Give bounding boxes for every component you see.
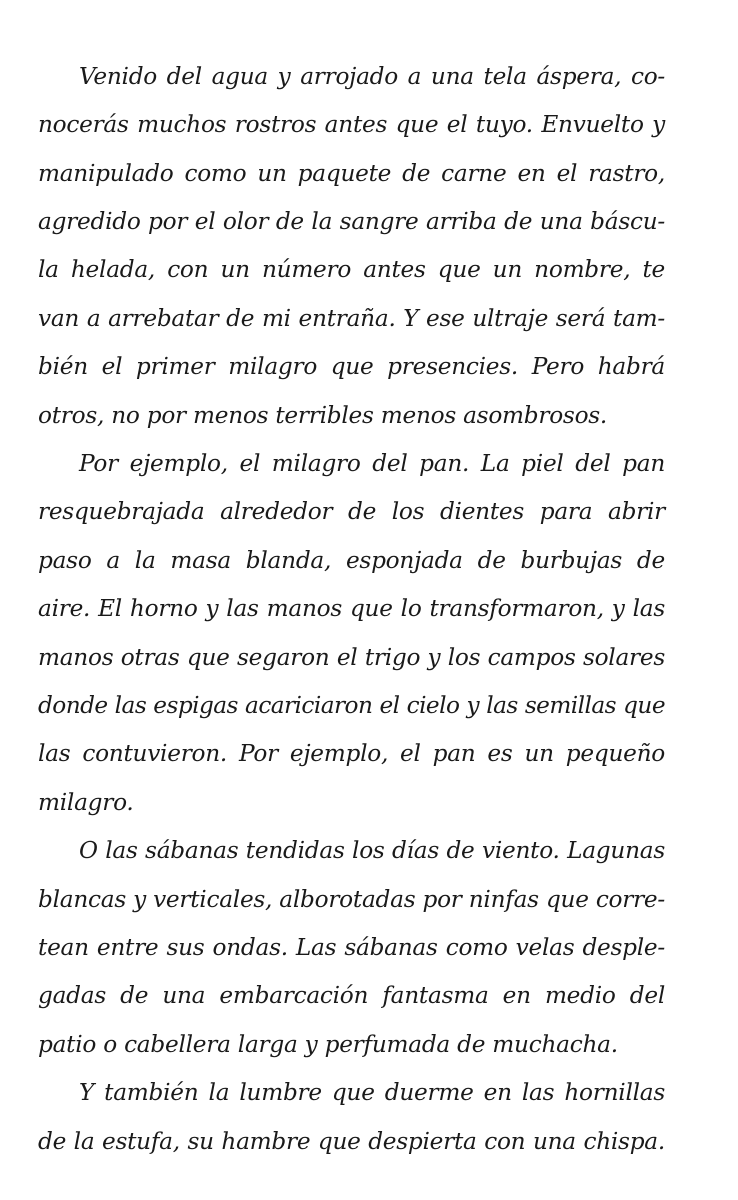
text-line: manos otras que segaron el trigo y los campos solares (38, 644, 665, 671)
text-line: manipulado como un paquete de carne en el rastro, (38, 160, 665, 187)
text-line: Y también la lumbre que duerme en las hornillas (79, 1079, 665, 1106)
text-line: resquebrajada alrededor de los dientes para abrir (38, 498, 665, 525)
text-line: gadas de una embarcación fantasma en medio del (38, 982, 665, 1009)
text-line: Por ejemplo, el milagro del pan. La piel del pan (79, 450, 665, 477)
text-line: otros, no por menos terribles menos asombrosos. (38, 402, 608, 429)
text-line: nocerás muchos rostros antes que el tuyo. Envuelto y (38, 111, 665, 138)
text-line: blancas y verticales, alborotadas por ninfas que corre- (38, 886, 665, 913)
text-line: patio o cabellera larga y perfumada de muchacha. (38, 1031, 618, 1058)
text-line: O las sábanas tendidas los días de viento. Lagunas (79, 837, 665, 864)
text-line: tean entre sus ondas. Las sábanas como velas desple- (38, 934, 665, 961)
text-line: aire. El horno y las manos que lo transformaron, y las (38, 595, 665, 622)
text-line: bién el primer milagro que presencies. Pero habrá (38, 353, 665, 380)
text-line: la helada, con un número antes que un nombre, te (38, 256, 665, 283)
text-line: donde las espigas acariciaron el cielo y las semillas que (38, 692, 665, 719)
text-line: las contuvieron. Por ejemplo, el pan es un pequeño (38, 740, 665, 767)
text-line: agredido por el olor de la sangre arriba de una báscu- (38, 208, 665, 235)
text-line: de la estufa, su hambre que despierta con una chispa. (38, 1128, 665, 1155)
text-line: paso a la masa blanda, esponjada de burbujas de (38, 547, 665, 574)
text-line: Venido del agua y arrojado a una tela áspera, co- (79, 63, 665, 90)
text-line: milagro. (38, 789, 134, 816)
text-line: van a arrebatar de mi entraña. Y ese ultraje será tam- (38, 305, 665, 332)
